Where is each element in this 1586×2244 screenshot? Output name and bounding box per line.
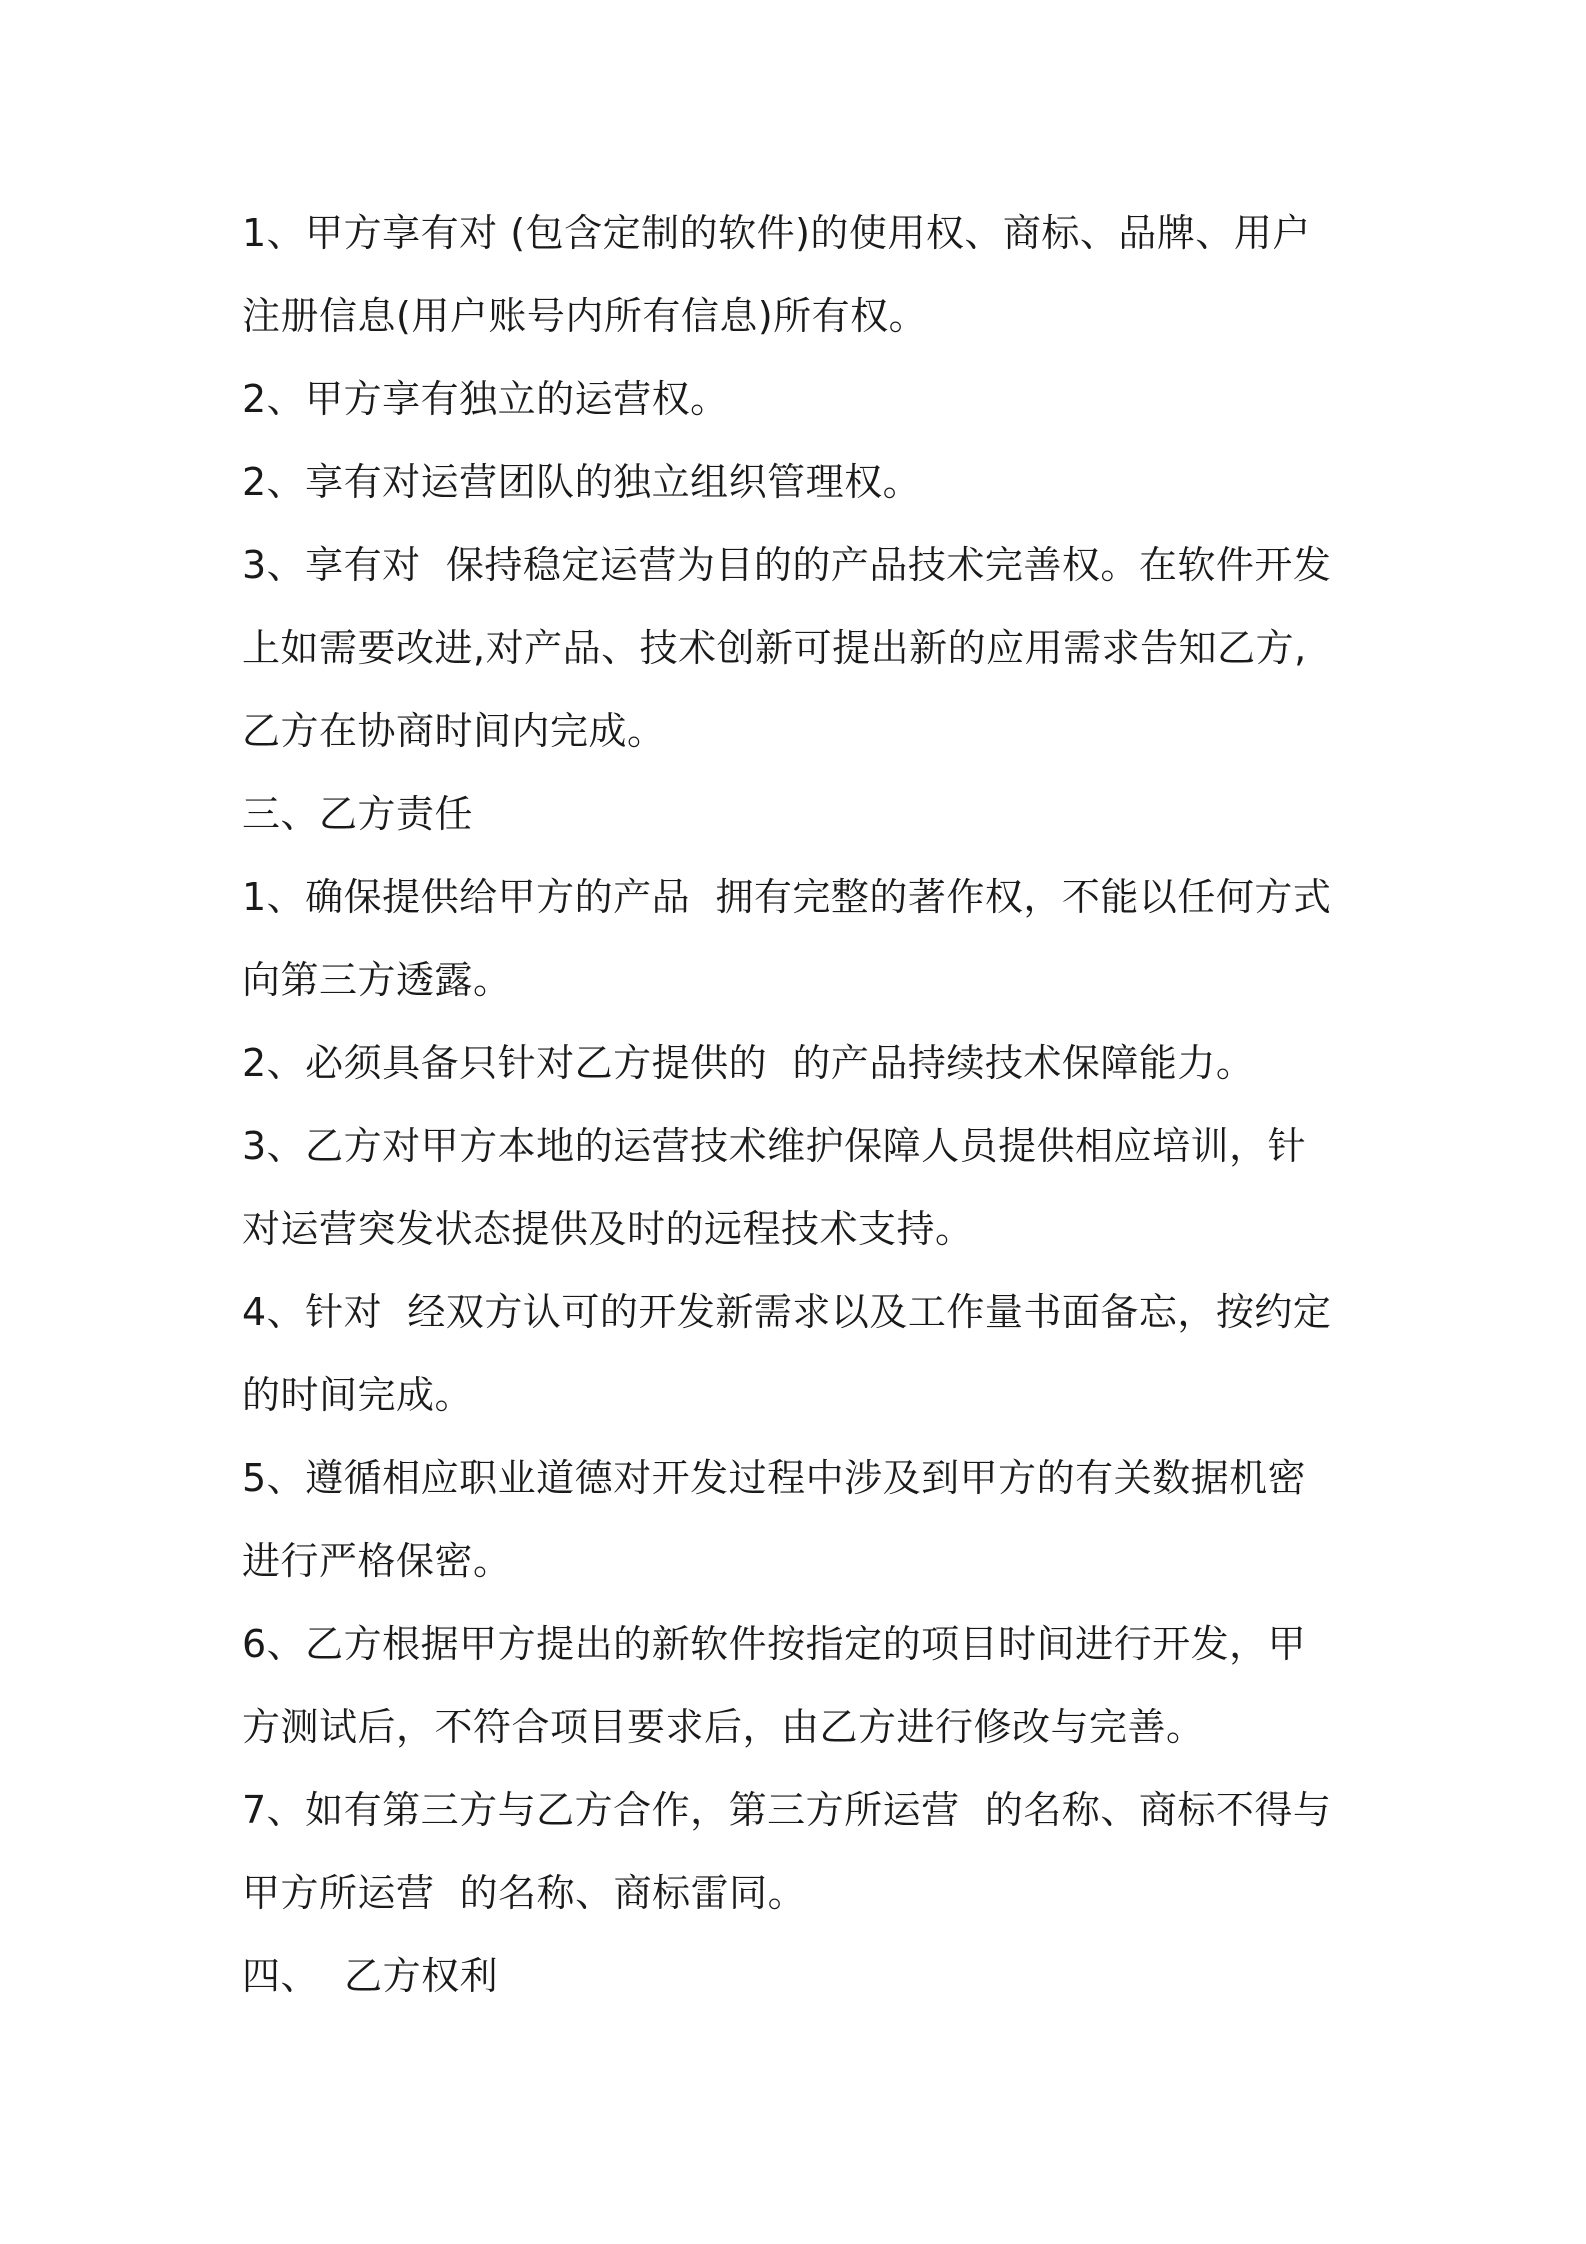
text-line: 方测试后，不符合项目要求后，由乙方进行修改与完善。	[242, 1705, 1205, 1749]
text-line: 4、针对 经双方认可的开发新需求以及工作量书面备忘，按约定	[242, 1290, 1332, 1334]
text-line: 6、乙方根据甲方提出的新软件按指定的项目时间进行开发，甲	[242, 1622, 1307, 1666]
text-line: 甲方所运营 的名称、商标雷同。	[242, 1871, 807, 1915]
text-line: 对运营突发状态提供及时的远程技术支持。	[242, 1207, 974, 1251]
text-line: 2、甲方享有独立的运营权。	[242, 377, 729, 421]
text-line: 的时间完成。	[242, 1373, 474, 1417]
text-line: 2、必须具备只针对乙方提供的 的产品持续技术保障能力。	[242, 1041, 1255, 1085]
text-line: 进行严格保密。	[242, 1539, 512, 1583]
section-heading: 四、 乙方权利	[242, 1954, 499, 1998]
text-line: 3、享有对 保持稳定运营为目的的产品技术完善权。在软件开发	[242, 543, 1332, 587]
text-line: 3、乙方对甲方本地的运营技术维护保障人员提供相应培训，针	[242, 1124, 1307, 1168]
text-line: 上如需要改进,对产品、技术创新可提出新的应用需求告知乙方,	[242, 626, 1307, 670]
text-line: 7、如有第三方与乙方合作，第三方所运营 的名称、商标不得与	[242, 1788, 1332, 1832]
text-line: 1、甲方享有对 (包含定制的软件)的使用权、商标、品牌、用户	[242, 211, 1311, 255]
text-line: 5、遵循相应职业道德对开发过程中涉及到甲方的有关数据机密	[242, 1456, 1307, 1500]
text-line: 注册信息(用户账号内所有信息)所有权。	[242, 294, 928, 338]
section-heading: 三、乙方责任	[242, 792, 474, 836]
text-line: 1、确保提供给甲方的产品 拥有完整的著作权，不能以任何方式	[242, 875, 1332, 919]
text-line: 2、享有对运营团队的独立组织管理权。	[242, 460, 922, 504]
text-line: 乙方在协商时间内完成。	[242, 709, 666, 753]
text-line: 向第三方透露。	[242, 958, 512, 1002]
document-body	[242, 192, 1362, 2018]
